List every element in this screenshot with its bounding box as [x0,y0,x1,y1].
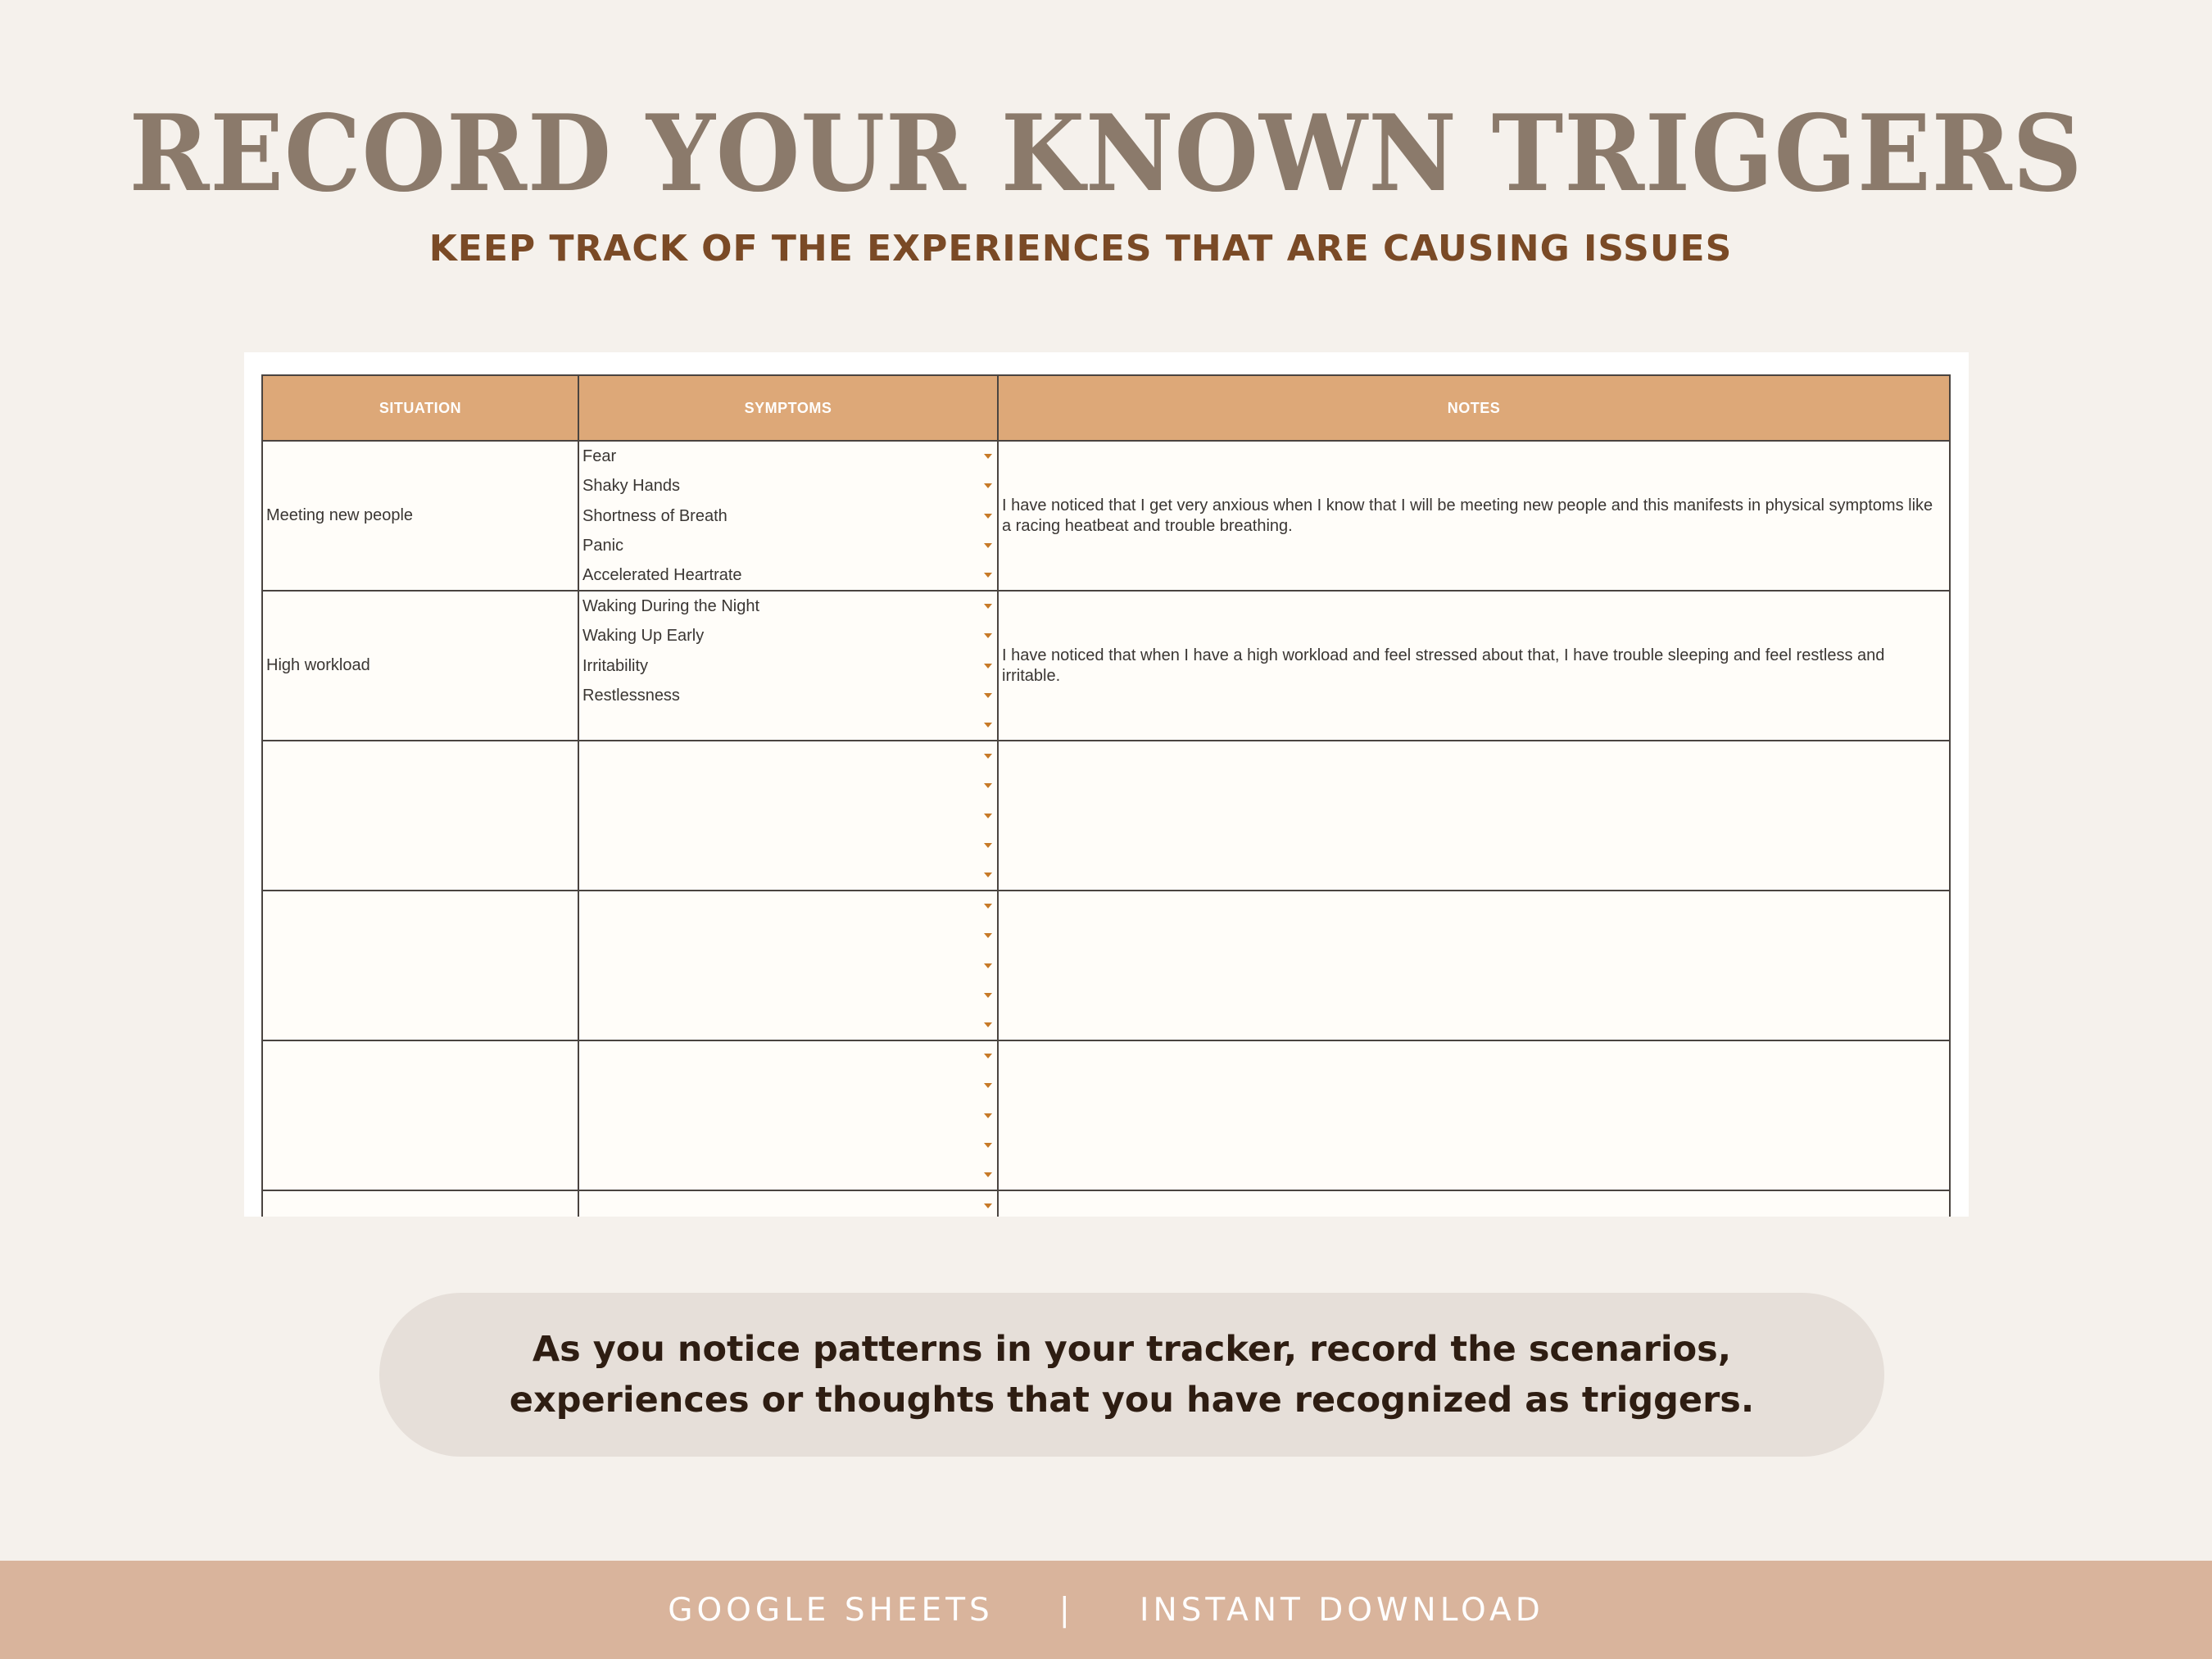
symptoms-cell [578,741,998,891]
page-subtitle: KEEP TRACK OF THE EXPERIENCES THAT ARE CAUSING ISSUES [428,228,1733,270]
dropdown-arrow-icon[interactable] [984,454,992,459]
symptoms-cell [578,891,998,1040]
dropdown-arrow-icon[interactable] [984,604,992,609]
symptom-dropdown[interactable] [579,1131,997,1160]
symptom-value: Shaky Hands [582,477,680,496]
symptom-value: Restlessness [582,686,680,705]
symptom-dropdown[interactable] [579,771,997,800]
symptom-value: Waking Up Early [582,627,705,646]
symptom-value: Waking During the Night [582,597,760,615]
table-row [262,1040,1950,1190]
table-header-row [262,375,1950,441]
symptom-dropdown[interactable] [579,1191,997,1217]
symptom-dropdown[interactable] [579,1101,997,1131]
symptom-dropdown[interactable] [579,592,997,621]
dropdown-arrow-icon[interactable] [984,783,992,788]
footer-bar [0,1561,2212,1659]
symptom-dropdown[interactable] [579,1071,997,1100]
dropdown-arrow-icon[interactable] [984,814,992,818]
situation-cell[interactable] [262,891,578,1040]
symptoms-cell [578,441,998,591]
dropdown-arrow-icon[interactable] [984,1113,992,1118]
symptom-dropdown[interactable] [579,560,997,590]
dropdown-arrow-icon[interactable] [984,754,992,759]
footer-separator: | [1058,1591,1074,1629]
dropdown-arrow-icon[interactable] [984,543,992,548]
footer-instant-download: INSTANT DOWNLOAD [1139,1591,1544,1629]
symptom-dropdown[interactable] [579,1010,997,1040]
dropdown-arrow-icon[interactable] [984,573,992,578]
table-row [262,591,1950,741]
symptoms-cell [578,591,998,741]
table-row [262,1190,1950,1217]
symptom-value: Accelerated Heartrate [582,566,742,584]
symptom-dropdown[interactable] [579,951,997,981]
symptom-dropdown[interactable] [579,1041,997,1071]
symptom-dropdown[interactable] [579,860,997,890]
symptoms-cell [578,1040,998,1190]
footer-google-sheets: GOOGLE SHEETS [668,1591,994,1629]
dropdown-arrow-icon[interactable] [984,514,992,519]
symptom-dropdown[interactable] [579,501,997,531]
triggers-table [261,374,1951,1217]
dropdown-arrow-icon[interactable] [984,693,992,698]
dropdown-arrow-icon[interactable] [984,723,992,728]
symptom-dropdown[interactable] [579,651,997,681]
symptom-dropdown-list [579,741,997,890]
symptoms-cell [578,1190,998,1217]
callout-line-1: As you notice patterns in your tracker, record the scenarios, [532,1329,1732,1370]
symptom-value: Panic [582,536,624,555]
dropdown-arrow-icon[interactable] [984,1083,992,1088]
symptom-dropdown[interactable] [579,1160,997,1190]
dropdown-arrow-icon[interactable] [984,843,992,848]
dropdown-arrow-icon[interactable] [984,1203,992,1208]
symptom-dropdown-list [579,1191,997,1217]
column-header-situation: SITUATION [262,375,578,441]
dropdown-arrow-icon[interactable] [984,483,992,488]
dropdown-arrow-icon[interactable] [984,1143,992,1148]
dropdown-arrow-icon[interactable] [984,1172,992,1177]
column-header-notes: NOTES [998,375,1950,441]
symptom-dropdown[interactable] [579,531,997,560]
table-row [262,441,1950,591]
symptom-dropdown-list [579,1041,997,1190]
situation-cell[interactable] [262,741,578,891]
symptom-value: Shortness of Breath [582,506,728,525]
situation-cell[interactable]: Meeting new people [262,441,578,591]
symptom-dropdown[interactable] [579,891,997,921]
symptom-dropdown[interactable] [579,471,997,501]
table-row [262,891,1950,1040]
symptom-dropdown[interactable] [579,981,997,1010]
notes-cell[interactable] [998,1040,1950,1190]
symptom-dropdown-list [579,442,997,590]
dropdown-arrow-icon[interactable] [984,873,992,877]
column-header-symptoms: SYMPTOMS [578,375,998,441]
symptom-dropdown[interactable] [579,621,997,650]
table-row [262,741,1950,891]
symptom-dropdown[interactable] [579,831,997,860]
situation-cell[interactable] [262,1040,578,1190]
spreadsheet-preview [244,352,1969,1217]
dropdown-arrow-icon[interactable] [984,1022,992,1027]
symptom-dropdown[interactable] [579,741,997,771]
dropdown-arrow-icon[interactable] [984,633,992,638]
callout-banner [379,1293,1884,1457]
dropdown-arrow-icon[interactable] [984,664,992,669]
callout-line-2: experiences or thoughts that you have recognized as triggers. [509,1380,1755,1421]
dropdown-arrow-icon[interactable] [984,1054,992,1058]
dropdown-arrow-icon[interactable] [984,933,992,938]
dropdown-arrow-icon[interactable] [984,904,992,909]
symptom-value: Irritability [582,656,649,675]
symptom-dropdown[interactable] [579,921,997,950]
symptom-value: Fear [582,447,617,465]
dropdown-arrow-icon[interactable] [984,993,992,998]
notes-cell[interactable]: I have noticed that I get very anxious when I know that I will be meeting new people and this manifests in physical symptoms like a racing heatbeat and trouble breathing. [998,441,1950,591]
dropdown-arrow-icon[interactable] [984,963,992,968]
symptom-dropdown[interactable] [579,442,997,471]
symptom-dropdown[interactable] [579,681,997,710]
symptom-dropdown[interactable] [579,801,997,831]
notes-cell[interactable] [998,891,1950,1040]
notes-cell[interactable] [998,1190,1950,1217]
symptom-dropdown[interactable] [579,710,997,740]
notes-cell[interactable] [998,741,1950,891]
situation-cell[interactable]: High workload [262,591,578,741]
notes-cell[interactable]: I have noticed that when I have a high workload and feel stressed about that, I have trouble sleeping and feel restless and irritable. [998,591,1950,741]
symptom-dropdown-list [579,592,997,740]
symptom-dropdown-list [579,891,997,1040]
table-body [262,441,1950,1217]
situation-cell[interactable] [262,1190,578,1217]
page-title: RECORD YOUR KNOWN TRIGGERS [129,93,2083,215]
